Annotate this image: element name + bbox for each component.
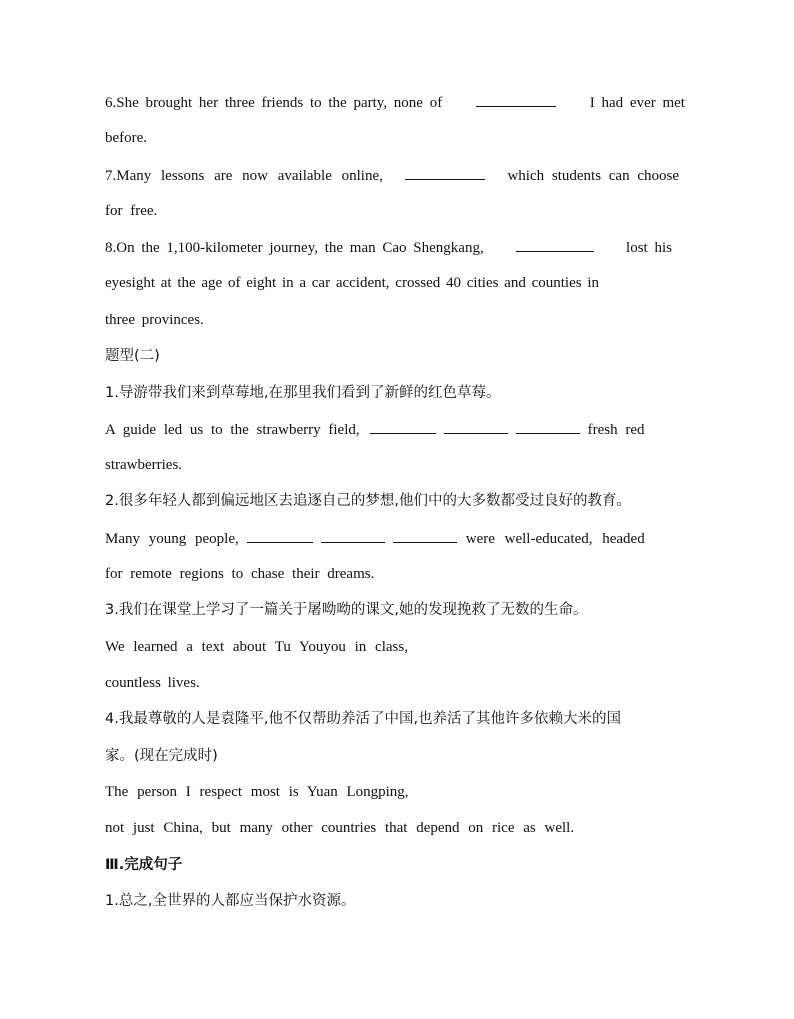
t3-en-line2	[105, 673, 200, 693]
t2-en-line1	[105, 528, 645, 549]
q8-line3	[105, 310, 204, 330]
t2-blank-1[interactable]	[247, 528, 313, 543]
section2-title	[105, 346, 160, 366]
t3-en-text-c: countless lives.	[105, 675, 200, 691]
q8-text-a: 8.On the 1,100-kilometer journey, the man Cao Shengkang,	[105, 240, 484, 256]
t1-blank-2[interactable]	[444, 419, 508, 434]
t4-zh-text-2: 家。(现在完成时)	[105, 748, 218, 764]
t2-en-line2	[105, 564, 374, 584]
q6-text-a: 6.She brought her three friends to the party, none of	[105, 95, 443, 111]
t1-zh	[105, 383, 500, 403]
t4-zh-line2	[105, 746, 218, 766]
t2-zh	[105, 491, 631, 511]
t3-zh	[105, 600, 587, 620]
q6-line1	[105, 92, 685, 113]
q7-text-b: which students can choose	[507, 168, 679, 184]
q8-blank[interactable]	[516, 237, 594, 252]
section3-title-text: Ⅲ.完成句子	[105, 857, 183, 873]
q6-text-b: I had ever met	[589, 95, 685, 111]
t4-zh-line1	[105, 709, 621, 729]
q7-line2	[105, 201, 157, 221]
q6-line2	[105, 128, 147, 148]
q7-text-a: 7.Many lessons are now available online,	[105, 168, 383, 184]
t2-en-text-b: were well-educated, headed	[465, 531, 645, 547]
q8-line2	[105, 273, 669, 293]
t3-en-line1	[105, 637, 408, 657]
t4-en-text-c: not just China, but many other countries that depend on rice as well.	[105, 820, 575, 836]
s3-q1-zh	[105, 891, 355, 911]
q6-text-c: before.	[105, 130, 148, 146]
t1-zh-text: 1.导游带我们来到草莓地,在那里我们看到了新鲜的红色草莓。	[105, 385, 501, 401]
section3-title	[105, 855, 182, 875]
q7-text-c: for free.	[105, 203, 158, 219]
t4-en-line1	[105, 782, 409, 802]
section2-title-text: 题型(二)	[105, 348, 160, 364]
t1-en-text-a: A guide led us to the strawberry field,	[105, 422, 360, 438]
t1-en-text-c: strawberries.	[105, 457, 183, 473]
t2-en-text-a: Many young people,	[105, 531, 239, 547]
t1-en-line1	[105, 419, 671, 440]
t2-en-text-c: for remote regions to chase their dreams.	[105, 566, 375, 582]
t2-zh-text: 2.很多年轻人都到偏远地区去追逐自己的梦想,他们中的大多数都受过良好的教育。	[105, 493, 631, 509]
q6-blank[interactable]	[476, 92, 556, 107]
t4-en-line2	[105, 818, 574, 838]
t4-en-text-a: The person I respect most is Yuan Longping,	[105, 784, 409, 800]
t1-en-text-b: fresh red	[587, 422, 645, 438]
q8-text-d: three provinces.	[105, 312, 204, 328]
s3-q1-zh-text: 1.总之,全世界的人都应当保护水资源。	[105, 893, 356, 909]
t1-blank-1[interactable]	[370, 419, 436, 434]
q8-text-b: lost his	[626, 240, 672, 256]
t2-blank-2[interactable]	[321, 528, 385, 543]
t2-blank-3[interactable]	[393, 528, 457, 543]
t3-zh-text: 3.我们在课堂上学习了一篇关于屠呦呦的课文,她的发现挽救了无数的生命。	[105, 602, 588, 618]
q8-line1	[105, 237, 672, 258]
t1-blank-3[interactable]	[516, 419, 580, 434]
q7-blank[interactable]	[405, 165, 485, 180]
q8-text-c: eyesight at the age of eight in a car accident, crossed 40 cities and counties in	[105, 275, 599, 291]
t1-en-line2	[105, 455, 182, 475]
t4-zh-text-1: 4.我最尊敬的人是袁隆平,他不仅帮助养活了中国,也养活了其他许多依赖大米的国	[105, 711, 622, 727]
t3-en-text-a: We learned a text about Tu Youyou in class,	[105, 639, 408, 655]
q7-line1	[105, 165, 679, 186]
